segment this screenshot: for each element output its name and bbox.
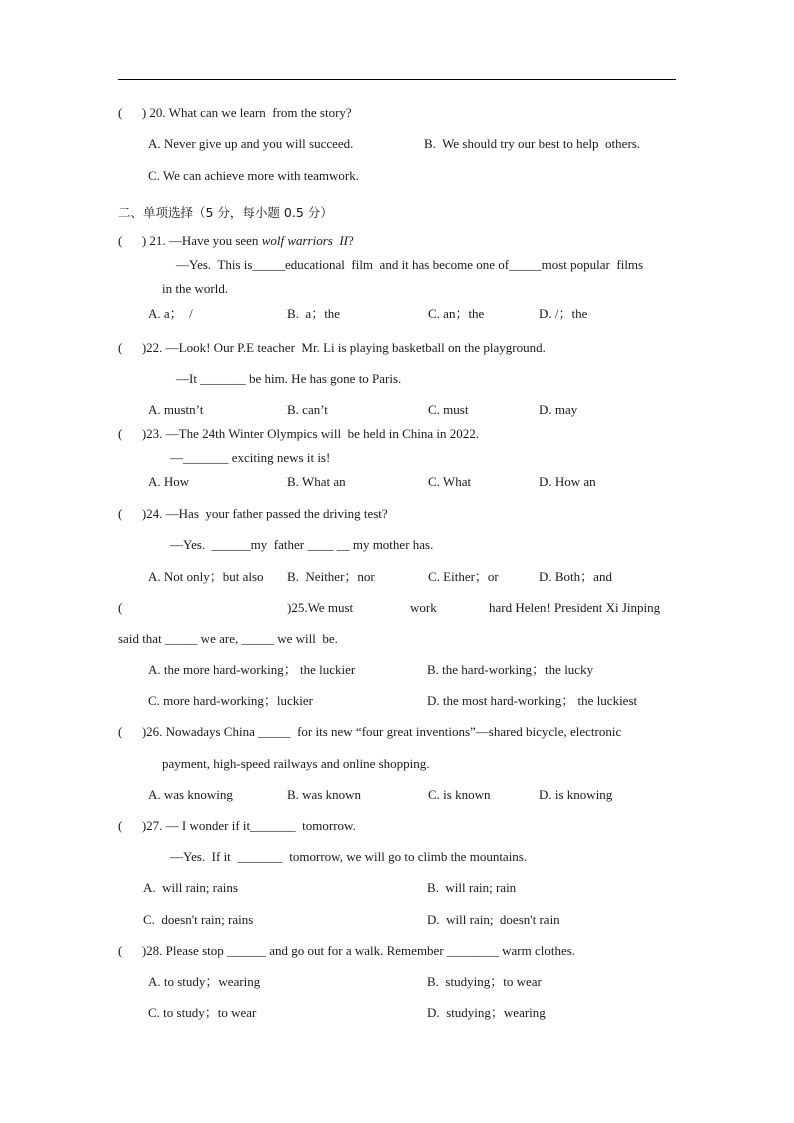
question-23-option-d: D. How an: [539, 474, 596, 489]
question-25-option-a: A. the more hard-working； the luckier: [148, 662, 356, 677]
question-22-line-2: —It _______ be him. He has gone to Paris.: [176, 371, 402, 386]
question-24-option-a: A. Not only；but also: [148, 569, 264, 584]
question-28-option-a: A. to study；wearing: [148, 974, 261, 989]
question-25-paren: (: [118, 600, 123, 615]
question-24-line-2: —Yes. ______my father ____ __ my mother has.: [170, 537, 434, 552]
question-25-stem-part-2: work: [410, 600, 437, 615]
question-26-option-c: C. is known: [428, 787, 491, 802]
question-20-option-a: A. Never give up and you will succeed.: [148, 136, 354, 151]
question-22-option-a: A. mustn’t: [148, 402, 204, 417]
question-24-option-c: C. Either；or: [428, 569, 499, 584]
question-28-stem: ( )28. Please stop ______ and go out for a walk. Remember ________ warm clothes.: [118, 943, 576, 958]
question-26-stem: ( )26. Nowadays China _____ for its new “four great inventions”—shared bicycle, electronic: [118, 724, 622, 739]
question-21-line-3: in the world.: [162, 281, 229, 296]
question-21-line-2: —Yes. This is_____educational film and it has become one of_____most popular films: [176, 257, 644, 272]
question-27-option-c: C. doesn't rain; rains: [143, 912, 254, 927]
question-20-option-b: B. We should try our best to help others.: [424, 136, 641, 151]
question-23-line-2: —_______ exciting news it is!: [170, 450, 331, 465]
question-25-option-c: C. more hard-working；luckier: [148, 693, 313, 708]
question-28-option-b: B. studying；to wear: [427, 974, 542, 989]
question-26-option-d: D. is knowing: [539, 787, 613, 802]
question-26-option-a: A. was knowing: [148, 787, 233, 802]
question-25-line-2: said that _____ we are, _____ we will be.: [118, 631, 338, 646]
question-23-option-a: A. How: [148, 474, 190, 489]
question-24-option-b: B. Neither；nor: [287, 569, 375, 584]
question-25-option-b: B. the hard-working；the lucky: [427, 662, 594, 677]
question-20-option-c: C. We can achieve more with teamwork.: [148, 168, 359, 183]
question-20-stem: ( ) 20. What can we learn from the story?: [118, 105, 352, 120]
question-22-option-c: C. must: [428, 402, 469, 417]
question-21-film-title: wolf warriors II: [261, 233, 349, 248]
question-21-stem-a: ( ) 21. —Have you seen: [118, 233, 262, 248]
question-27-stem: ( )27. — I wonder if it_______ tomorrow.: [118, 818, 356, 833]
question-24-stem: ( )24. —Has your father passed the driving test?: [118, 506, 388, 521]
question-27-option-a: A. will rain; rains: [143, 880, 238, 895]
question-21-stem-b: ?: [348, 233, 354, 248]
question-22-option-d: D. may: [539, 402, 578, 417]
question-21-option-d: D. /；the: [539, 306, 588, 321]
question-27-line-2: —Yes. If it _______ tomorrow, we will go to climb the mountains.: [170, 849, 528, 864]
question-24-option-d: D. Both；and: [539, 569, 612, 584]
question-26-option-b: B. was known: [287, 787, 362, 802]
header-rule: [118, 79, 676, 80]
question-23-stem: ( )23. —The 24th Winter Olympics will be held in China in 2022.: [118, 426, 480, 441]
question-28-option-d: D. studying；wearing: [427, 1005, 546, 1020]
question-25-stem-part-3: hard Helen! President Xi Jinping: [489, 600, 661, 615]
question-25-stem-part-1: )25.We must: [287, 600, 354, 615]
question-21-option-a: A. a； /: [148, 306, 193, 321]
question-23-option-c: C. What: [428, 474, 472, 489]
question-27-option-d: D. will rain; doesn't rain: [427, 912, 560, 927]
question-21-option-c: C. an；the: [428, 306, 485, 321]
question-23-option-b: B. What an: [287, 474, 346, 489]
question-21-option-b: B. a；the: [287, 306, 341, 321]
question-22-stem: ( )22. —Look! Our P.E teacher Mr. Li is playing basketball on the playground.: [118, 340, 546, 355]
question-28-option-c: C. to study；to wear: [148, 1005, 257, 1020]
question-25-option-d: D. the most hard-working； the luckiest: [427, 693, 638, 708]
question-26-line-2: payment, high-speed railways and online shopping.: [162, 756, 430, 771]
section-2-title: 二、单项选择（5 分，每小题 0.5 分）: [118, 205, 333, 220]
question-22-option-b: B. can’t: [287, 402, 328, 417]
question-27-option-b: B. will rain; rain: [427, 880, 517, 895]
question-21-stem: [118, 233, 354, 249]
